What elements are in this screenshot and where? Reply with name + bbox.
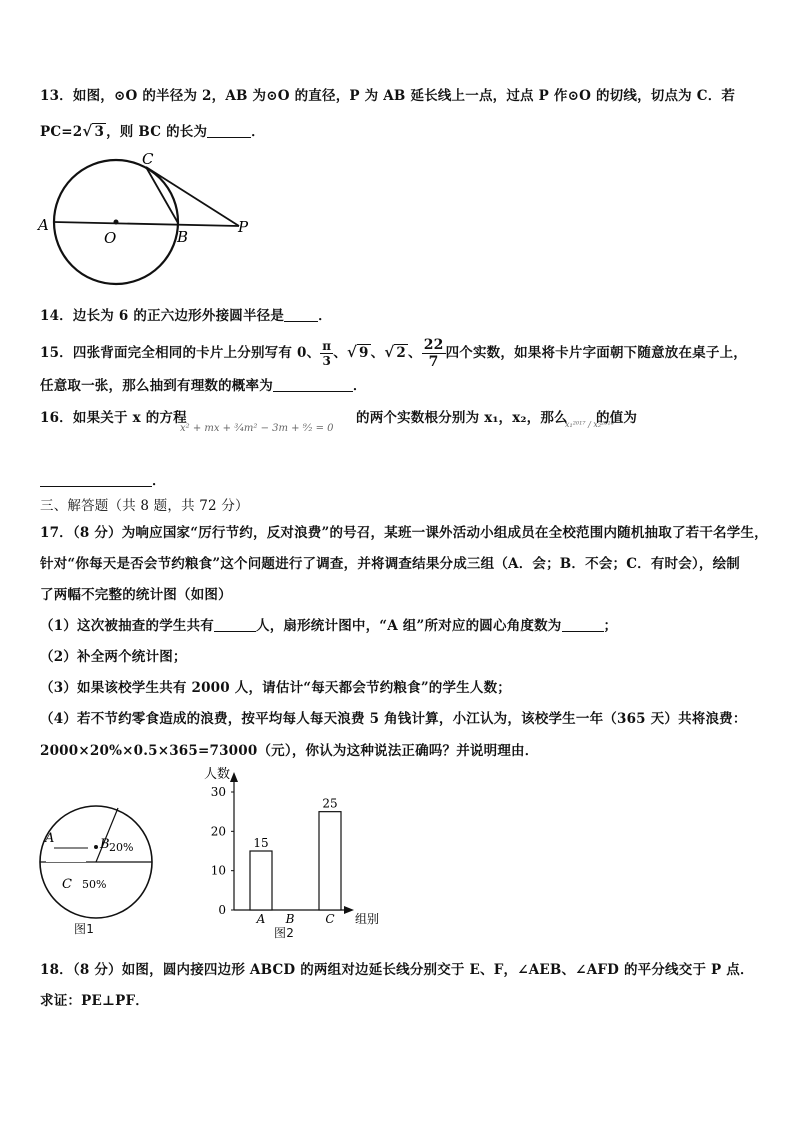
fig2-caption: 图2 [274,926,295,940]
pie-percent-b: 20% [109,841,134,854]
pie-label-a: A [45,831,55,846]
y-tick-label: 10 [210,863,226,878]
q17-sub3: （3）如果该校学生共有 2000 人，请估计“每天都会节约粮食”的学生人数； [40,680,511,696]
q16-line2 [40,469,166,489]
center-dot [114,220,119,225]
q15-end: ． [352,378,367,394]
bar-value-label-c: 25 [322,796,338,811]
q17-sub1 [40,614,617,634]
tangent-pc [146,167,239,226]
y-axis-arrow [230,772,238,782]
q13-answer-blank[interactable] [207,123,251,138]
x-category-label-c: C [325,912,335,926]
pie-center-dot [94,845,98,849]
y-tick-label: 30 [210,785,226,799]
bar-value-label-a: 15 [253,836,269,850]
q18-line2: 求证：PE⊥PF． [40,993,149,1009]
q17-angle-blank[interactable] [562,617,604,632]
q13-line2 [40,120,265,140]
q15-sep1: 、 [333,345,347,361]
q17-count-blank[interactable] [214,617,256,632]
q15-answer-blank[interactable] [273,377,353,392]
line-ap [54,222,239,226]
x-axis-title: 组别 [355,912,380,926]
y-tick-label: 0 [218,903,226,917]
q16-suffix: 的值为 [596,410,638,426]
q17-line2: 针对“你每天是否会节约粮食”这个问题进行了调查，并将调查结果分成三组（A．会；B．不会；C．有时会），绘制 [40,556,741,572]
q16-answer-blank[interactable] [40,472,152,487]
label-p: P [238,218,249,236]
q14 [40,304,332,324]
q15-frac-22-7: $\frac{22}{7}$ [423,337,444,370]
q13-pc-prefix: PC=2 [40,124,83,140]
q18-line1: 18．（8 分）如图，圆内接四边形 ABCD 的两组对边延长线分别交于 E、F，∠AEB、∠AFD 的平分线交于 P 点． [40,962,754,978]
q15-sqrt2: √ 2 [384,343,406,361]
x-axis-arrow [344,906,354,914]
q15-sqrt9: √ 9 [346,343,369,361]
q14-answer-blank[interactable] [284,307,318,322]
y-axis-title: 人数 [204,767,231,782]
q17-sub2: （2）补全两个统计图； [40,649,187,665]
q16-expression: x₁²⁰¹⁷ / x₂²⁰¹⁸ [565,420,614,429]
bar-chart-figure2 [190,762,390,937]
q15-suffix: 四个实数，如果将卡片字面朝下随意放在桌子上， [445,345,747,361]
q13-line1: 13．如图，⊙O 的半径为 2，AB 为⊙O 的直径，P 为 AB 延长线上一点，过点 P 作⊙O 的切线，切点为 C．若 [40,88,736,104]
label-a: A [38,216,49,234]
q17-line1: 17．（8 分）为响应国家“厉行节约，反对浪费”的号召，某班一课外活动小组成员在全校范围内随机抽取了若干名学生， [40,525,768,541]
pie-percent-c: 50% [82,878,107,891]
q13-pc-suffix: ，则 BC 的长为 [106,124,208,140]
q17-sub1-a: （1）这次被抽查的学生共有 [40,618,214,634]
q16-end: ． [152,473,166,489]
q13-sqrt3: √ 3 [82,122,105,140]
q13-end: ． [251,124,265,140]
pie-label-c: C [62,877,72,892]
label-o: O [104,229,117,247]
q17-sub1-c: ； [603,618,618,634]
q17-sub4b: 2000×20%×0.5×365=73000（元），你认为这种说法正确吗？并说明理由． [40,743,539,759]
q15-line2 [40,374,367,394]
q16-middle: 的两个实数根分别为 x₁，x₂，那么 [356,410,568,426]
label-b: B [177,228,189,246]
pie-chart-figure1 [30,800,170,940]
pie-label-b: B [100,837,110,852]
q13-circle-figure [34,150,264,290]
q17-line3: 了两幅不完整的统计图（如图） [40,587,232,603]
q16-prefix: 16．如果关于 x 的方程 [40,410,187,426]
q14-end: ． [318,308,332,324]
chord-cb [146,167,178,223]
q14-text: 14．边长为 6 的正六边形外接圆半径是 [40,308,285,324]
q15-line1 [40,337,747,370]
pie-label-mask [46,848,86,862]
bar-c [319,812,341,910]
q15-prefix: 15．四张背面完全相同的卡片上分别写有 0、 [40,345,321,361]
label-c: C [142,150,154,168]
q15-frac-pi-3: $\frac{\pi}{3}$ [322,339,332,368]
q16-equation: x² + mx + ³⁄₄m² − 3m + ⁹⁄₂ = 0 [180,423,334,434]
fig1-caption: 图1 [74,922,95,936]
bar-a [250,851,272,910]
q15-sep2: 、 [370,345,385,361]
q15-line2-text: 任意取一张，那么抽到有理数的概率为 [40,378,273,394]
q16-line1 [40,406,187,426]
y-tick-label: 20 [210,824,226,839]
x-category-label-a: A [256,912,266,926]
q15-sep3: 、 [407,345,422,361]
q17-sub4: （4）若不节约零食造成的浪费，按平均每人每天浪费 5 角钱计算，小江认为，该校学生一年（365 天）共将浪费： [40,711,747,727]
x-category-label-b: B [285,912,295,926]
section3-title: 三、解答题（共 8 题，共 72 分） [40,498,249,514]
q17-sub1-b: 人，扇形统计图中，“A 组”所对应的圆心角度数为 [256,618,562,634]
